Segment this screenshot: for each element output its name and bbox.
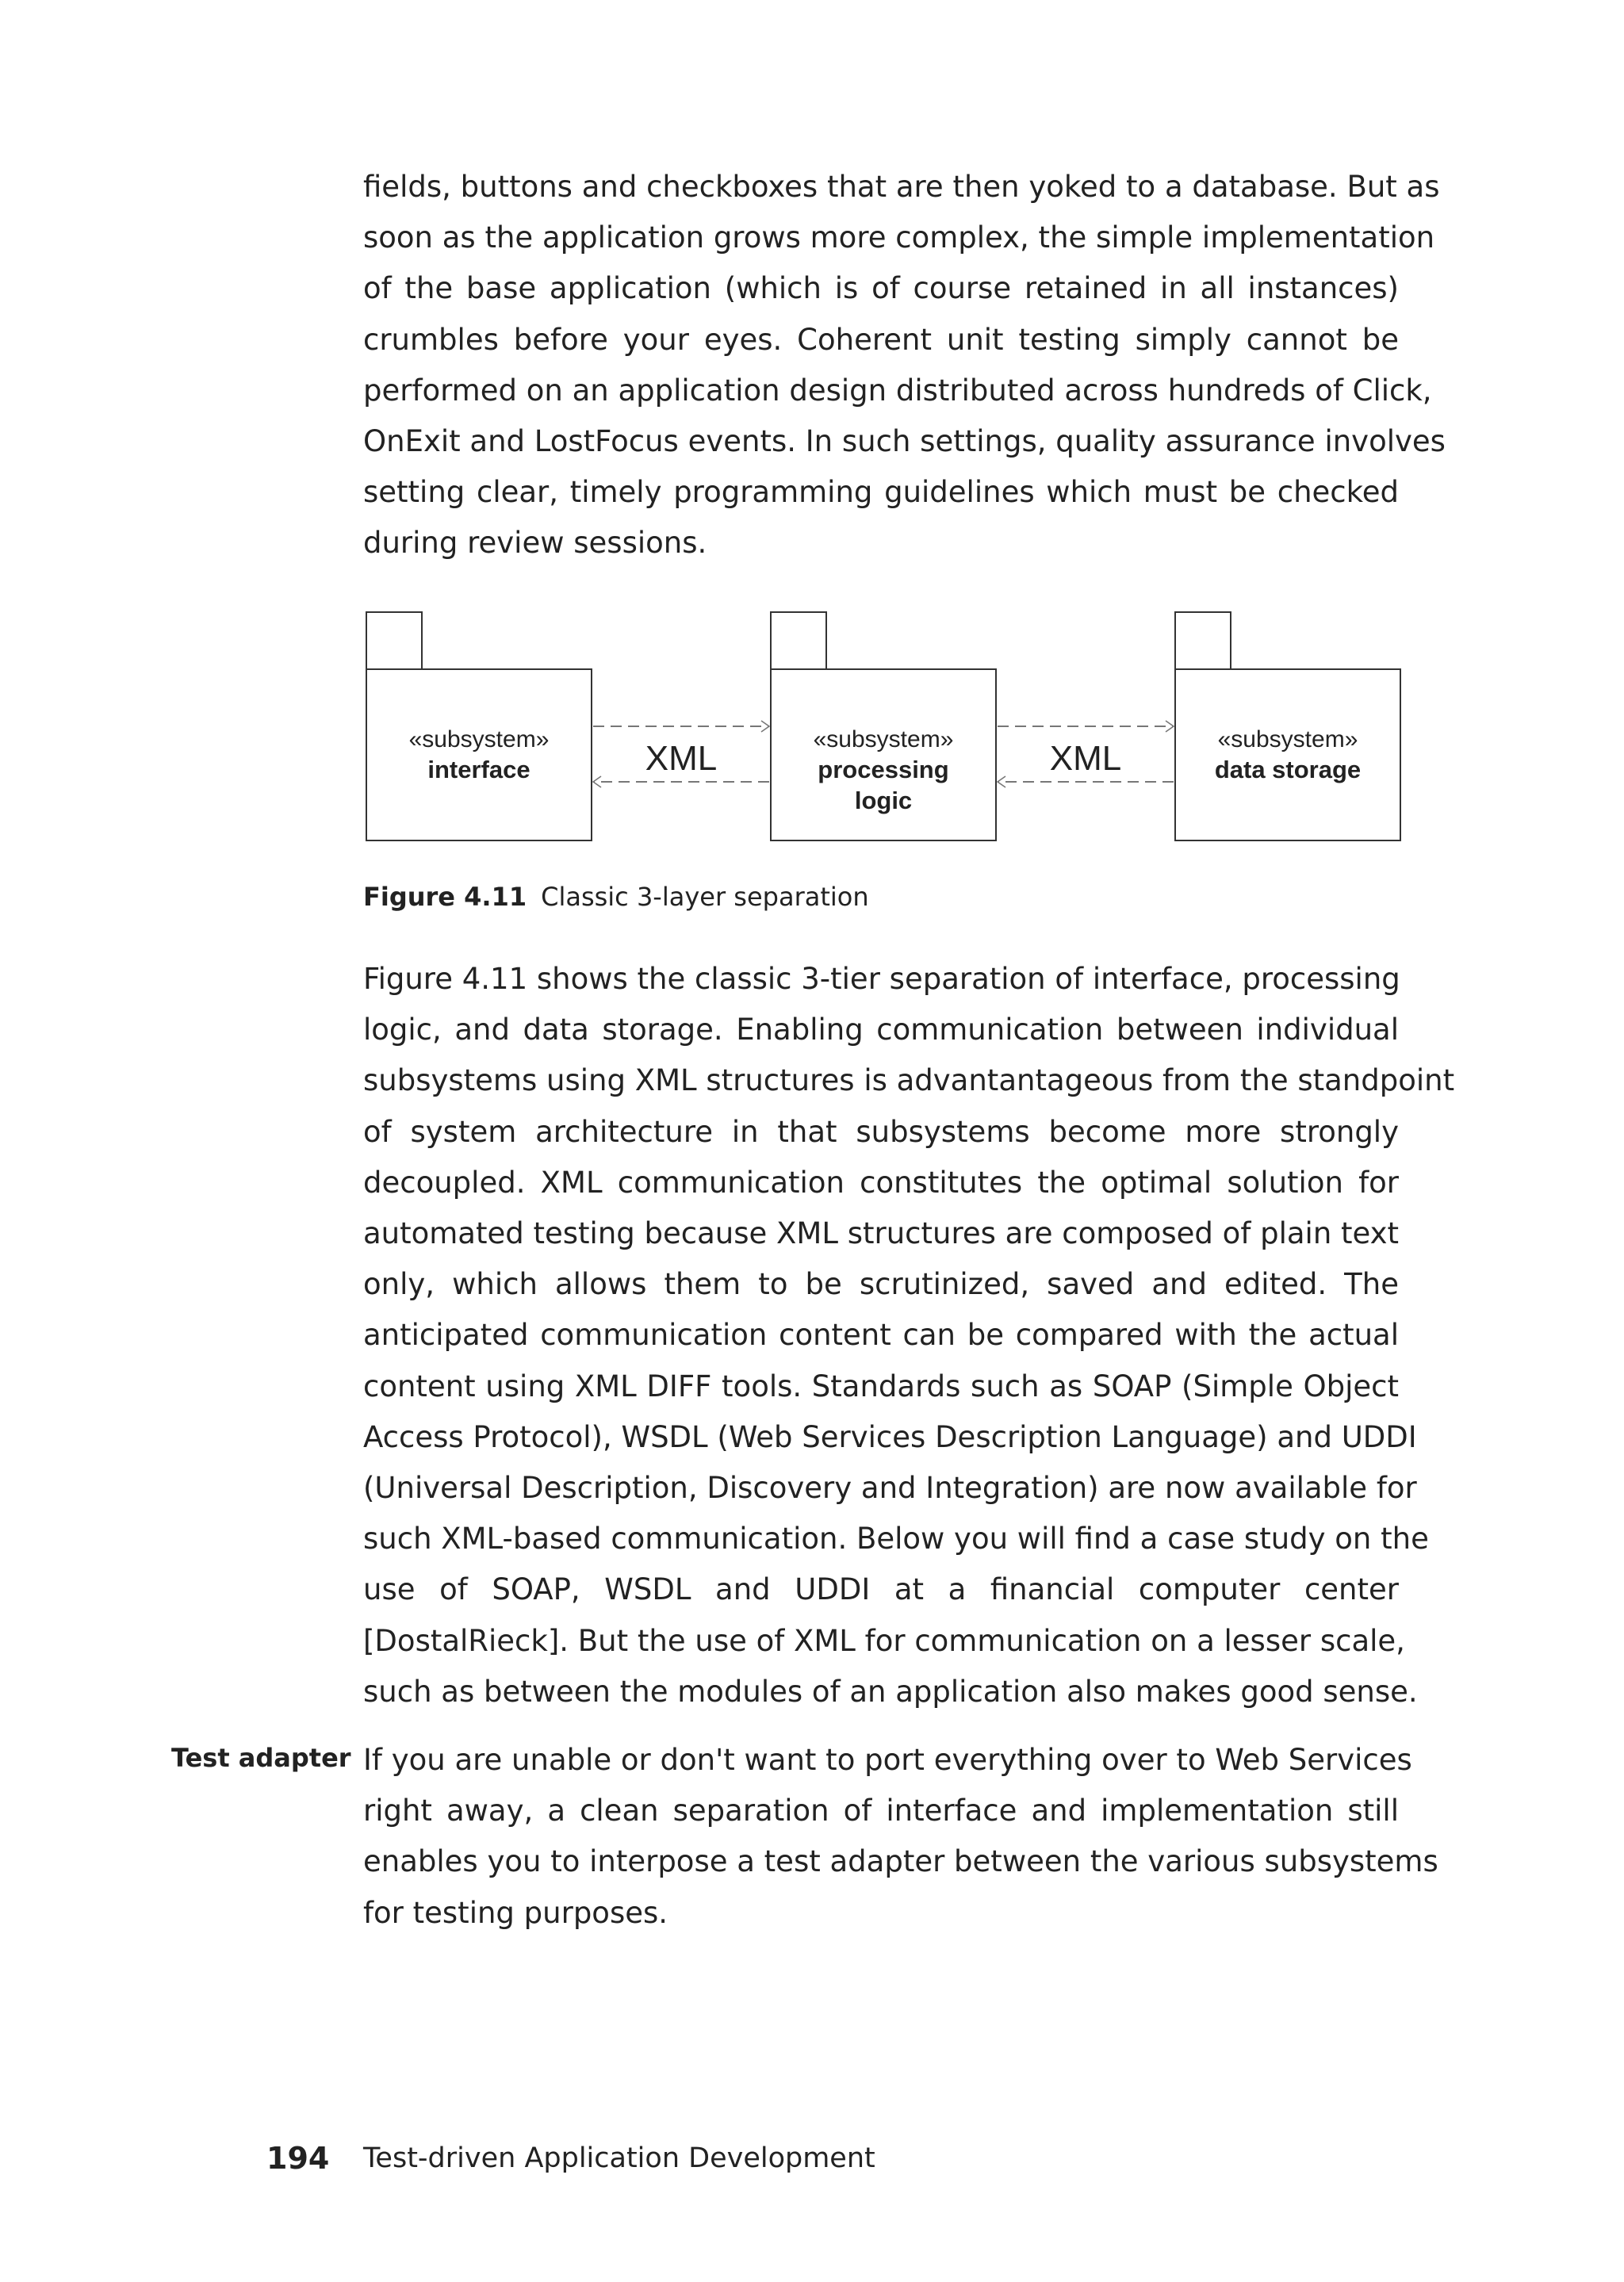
text-line: setting clear, timely programming guidelines which must be checked bbox=[363, 475, 1399, 510]
text-line: decoupled. XML communication constitutes the optimal solution for bbox=[363, 1165, 1399, 1200]
box-name: data storage bbox=[1214, 756, 1362, 783]
package-body bbox=[366, 669, 592, 840]
page-number: 194 bbox=[266, 2141, 330, 2176]
text-line: enables you to interpose a test adapter between the various subsystems bbox=[363, 1844, 1438, 1879]
text-line: subsystems using XML structures is advantantageous from the standpoint bbox=[363, 1063, 1455, 1098]
text-line: such XML-based communication. Below you will find a case study on the bbox=[363, 1522, 1429, 1556]
text-line: fields, buttons and checkboxes that are then yoked to a database. But as bbox=[363, 170, 1440, 204]
subsystem-box-data-storage bbox=[1175, 612, 1400, 840]
text-line: use of SOAP, WSDL and UDDI at a financial computer center bbox=[363, 1572, 1399, 1607]
text-line: of system architecture in that subsystems become more strongly bbox=[363, 1114, 1399, 1149]
text-line: anticipated communication content can be compared with the actual bbox=[363, 1318, 1399, 1353]
text-line: OnExit and LostFocus events. In such settings, quality assurance involves bbox=[363, 424, 1446, 459]
text-line: (Universal Description, Discovery and Integration) are now available for bbox=[363, 1471, 1417, 1506]
paragraph-main bbox=[363, 954, 1455, 1717]
box-stereotype: «subsystem» bbox=[813, 726, 954, 752]
box-name: interface bbox=[427, 756, 530, 783]
subsystem-box-processing-logic bbox=[771, 612, 996, 840]
margin-note: Test adapter bbox=[171, 1743, 351, 1773]
connector-label: XML bbox=[645, 739, 718, 778]
box-stereotype: «subsystem» bbox=[408, 726, 550, 752]
text-line: automated testing because XML structures are composed of plain text bbox=[363, 1216, 1400, 1251]
running-footer-title: Test-driven Application Development bbox=[363, 2142, 875, 2174]
text-line: Access Protocol), WSDL (Web Services Description Language) and UDDI bbox=[363, 1419, 1417, 1454]
subsystem-box-interface bbox=[366, 612, 592, 840]
package-tab bbox=[1175, 612, 1231, 669]
box-name: processing bbox=[818, 756, 949, 783]
caption-text: Classic 3-layer separation bbox=[541, 882, 869, 912]
package-tab bbox=[366, 612, 422, 669]
text-line: during review sessions. bbox=[363, 526, 707, 561]
text-line: such as between the modules of an application also makes good sense. bbox=[363, 1674, 1418, 1709]
box-stereotype: «subsystem» bbox=[1217, 726, 1358, 752]
text-line: logic, and data storage. Enabling communication between individual bbox=[363, 1013, 1399, 1047]
text-line: of the base application (which is of course retained in all instances) bbox=[363, 271, 1399, 306]
text-line: only, which allows them to be scrutinized, saved and edited. The bbox=[363, 1267, 1399, 1302]
text-line: soon as the application grows more complex, the simple implementation bbox=[363, 220, 1435, 255]
text-line: content using XML DIFF tools. Standards such as SOAP (Simple Object bbox=[363, 1369, 1399, 1403]
text-line: If you are unable or don't want to port everything over to Web Services bbox=[363, 1743, 1412, 1777]
xml-connector-1 bbox=[593, 726, 769, 782]
text-line: [DostalRieck]. But the use of XML for communication on a lesser scale, bbox=[363, 1623, 1405, 1658]
paragraph-top bbox=[363, 162, 1446, 569]
text-line: for testing purposes. bbox=[363, 1895, 668, 1930]
text-line: right away, a clean separation of interface and implementation still bbox=[363, 1794, 1399, 1828]
figure-caption bbox=[363, 882, 869, 912]
box-name-line2: logic bbox=[854, 787, 913, 814]
package-body bbox=[1175, 669, 1400, 840]
package-tab bbox=[771, 612, 826, 669]
xml-connector-2 bbox=[998, 726, 1174, 782]
text-line: performed on an application design distributed across hundreds of Click, bbox=[363, 373, 1432, 408]
text-line: Figure 4.11 shows the classic 3-tier separation of interface, processing bbox=[363, 962, 1400, 996]
caption-label: Figure 4.11 bbox=[363, 882, 527, 912]
figure-diagram bbox=[363, 603, 1402, 856]
connector-label: XML bbox=[1049, 739, 1122, 778]
package-body bbox=[771, 669, 996, 840]
text-line: crumbles before your eyes. Coherent unit testing simply cannot be bbox=[363, 322, 1399, 357]
paragraph-last bbox=[363, 1735, 1438, 1939]
